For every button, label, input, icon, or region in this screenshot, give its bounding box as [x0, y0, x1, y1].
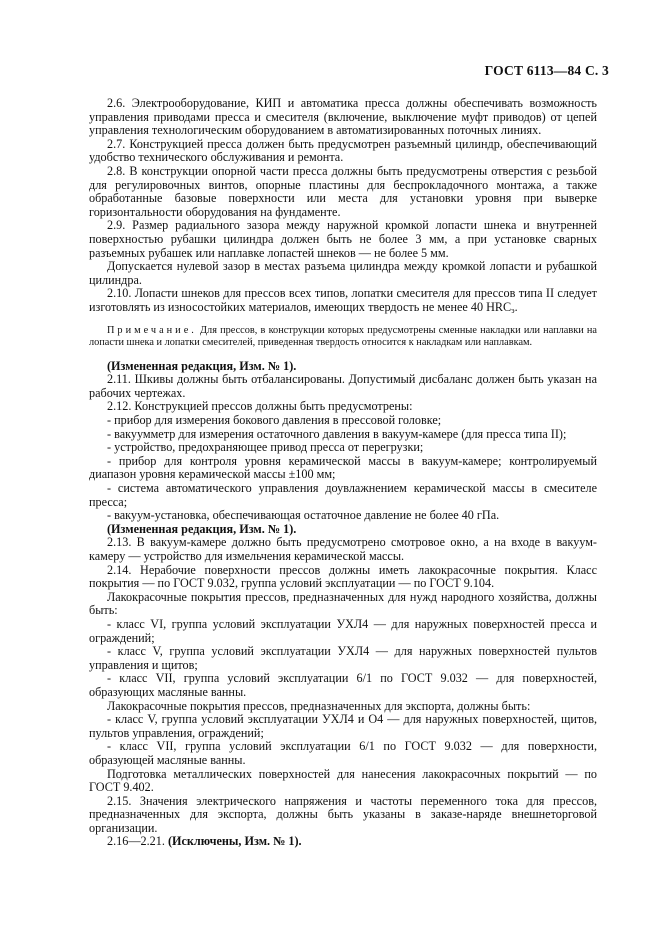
paragraph-domestic-coatings: Лакокрасочные покрытия прессов, предназначенных для нужд народного хозяйства, должны быть: — [89, 589, 597, 618]
paragraph-2-10-text: 2.10. Лопасти шнеков для прессов всех типов, лопатки смесителя для прессов типа II следует изготовлять из износостойких материалов, имеющих твердость не менее 40 HRC — [89, 286, 597, 314]
list-item: - класс VI, группа условий эксплуатации УХЛ4 — для наружных поверхностей пресса и ограждений; — [89, 616, 597, 645]
paragraph-2-13: 2.13. В вакуум-камере должно быть предусмотрено смотровое окно, а на входе в вакуум-камеру — устройство для измельчения керамической массы. — [89, 535, 597, 563]
note-block — [89, 325, 597, 350]
paragraph-export-coatings: Лакокрасочные покрытия прессов, предназначенных для экспорта, должны быть: — [107, 698, 531, 713]
document-body — [89, 97, 597, 849]
list-item: - класс V, группа условий эксплуатации УХЛ4 и О4 — для наружных поверхностей, щитов, пультов управления, ограждений; — [89, 712, 597, 740]
list-item: - устройство, предохраняющее привод пресса от перегрузки; — [107, 440, 424, 455]
paragraph-2-11: 2.11. Шкивы должны быть отбалансированы. Допустимый дисбаланс должен быть указан на рабочих чертежах. — [89, 372, 597, 400]
paragraph-2-7: 2.7. Конструкцией пресса должен быть предусмотрен разъемный цилиндр, обеспечивающий удобство технического обслуживания и ремонта. — [89, 136, 597, 165]
list-item: - система автоматического управления доувлажнением керамической массы в смесителе пресса; — [89, 481, 597, 509]
excluded-note: (Исключены, Изм. № 1). — [167, 834, 302, 849]
list-item: - вакуумметр для измерения остаточного давления в вакуум-камере (для пресса типа II); — [107, 426, 567, 441]
list-item: - класс VII, группа условий эксплуатации 6/1 по ГОСТ 9.032 — для поверхности, образующей масляные ванны. — [89, 739, 597, 767]
list-item: - вакуум-установка, обеспечивающая остаточное давление не более 40 гПа. — [107, 508, 500, 523]
note-text: Для прессов, в конструкции которых предусмотрены сменные накладки или наплавки на лопасти шнека и лопатки смесителей, приведенная твердость относится к накладкам или наплавкам. — [89, 324, 597, 349]
paragraph-2-6: 2.6. Электрооборудование, КИП и автоматика пресса должны обеспечивать возможность управления приводами пресса и смесителя (включение, выключение муфт приводов) от цепей управления технологическим оборудованием в автоматизированных поточных линиях. — [89, 96, 597, 138]
paragraph-2-9: 2.9. Размер радиального зазора между наружной кромкой лопасти шнека и внутренней поверхностью рубашки цилиндра должен быть не более 3 мм, а при установке сварных разъемных рубашек или наплавке лопастей шнеков — не более 5 мм. — [89, 218, 597, 260]
list-item: - класс V, группа условий эксплуатации УХЛ4 — для наружных поверхностей пультов управления и щитов; — [89, 644, 597, 672]
page-header: ГОСТ 6113—84 С. 3 — [484, 63, 609, 78]
paragraph-2-15: 2.15. Значения электрического напряжения и частоты переменного тока для прессов, предназначенных для экспорта, должны быть указаны в заказе-наряде внешнеторговой организации. — [89, 793, 597, 835]
paragraph-2-16-2-21 — [89, 835, 597, 849]
paragraph-2-8: 2.8. В конструкции опорной части пресса должны быть предусмотрены отверстия с резьбой для регулировочных винтов, опорные пластины для беспрокладочного монтажа, а также обработанные базовые поверхности или места для установки уровня при выверке горизонтальности оборудования на фундаменте. — [89, 163, 597, 219]
paragraph-2-10-end: . — [514, 299, 518, 314]
paragraph-surface-prep: Подготовка металлических поверхностей для нанесения лакокрасочных покрытий — по ГОСТ 9.402. — [89, 766, 597, 795]
paragraph-2-10 — [89, 287, 597, 314]
paragraph-2-12: 2.12. Конструкцией прессов должны быть предусмотрены: — [107, 399, 413, 414]
revision-note-2: (Измененная редакция, Изм. № 1). — [107, 521, 297, 536]
list-item: - класс VII, группа условий эксплуатации 6/1 по ГОСТ 9.032 — для поверхностей, образующих масляные ванны. — [89, 671, 597, 699]
revision-note-1: (Измененная редакция, Изм. № 1). — [107, 358, 297, 373]
paragraph-zero-gap: Допускается нулевой зазор в местах разъема цилиндра между кромкой лопасти и рубашкой цилиндра. — [89, 259, 597, 287]
paragraph-2-14: 2.14. Нерабочие поверхности прессов должны иметь лакокрасочные покрытия. Класс покрытия — по ГОСТ 9.032, группа условий эксплуатации — по ГОСТ 9.104. — [89, 562, 597, 591]
paragraph-2-16-number: 2.16—2.21. — [107, 834, 168, 849]
list-item: - прибор для измерения бокового давления в прессовой головке; — [107, 413, 442, 428]
note-label: Примечание. — [107, 324, 197, 336]
list-item: - прибор для контроля уровня керамической массы в вакуум-камере; контролируемый диапазон уровня керамической массы ±100 мм; — [89, 453, 597, 482]
hardness-subscript: э — [511, 305, 515, 315]
